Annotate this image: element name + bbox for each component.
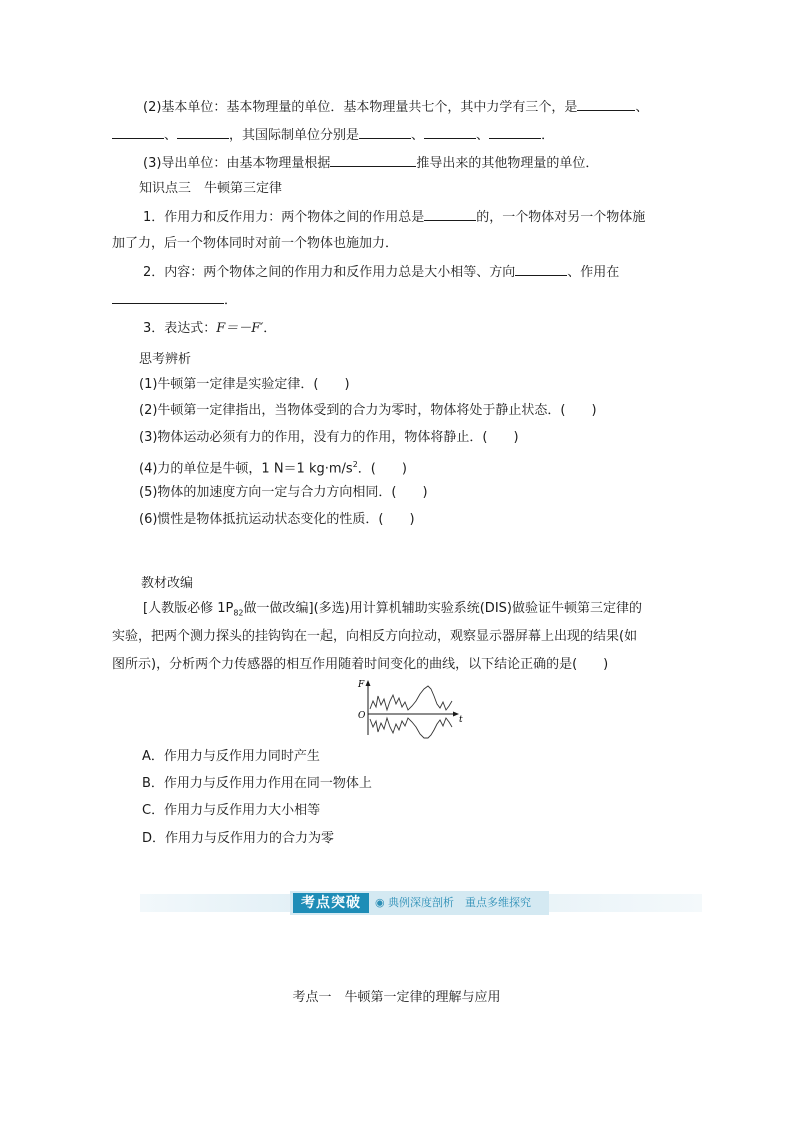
x-axis-label: t: [459, 715, 463, 725]
exponent: 2: [352, 460, 358, 469]
answer-blank[interactable]: [359, 125, 411, 139]
reaction-force-curve: [370, 718, 452, 738]
answer-blank[interactable]: [424, 125, 476, 139]
banner-subtitle: 典例深度剖析 重点多维探究: [388, 896, 531, 909]
kp3-item-2-line-2: [112, 290, 237, 310]
section-title: 考点一 牛顿第一定律的理解与应用: [292, 990, 501, 1005]
separator: 、: [476, 128, 490, 143]
textbook-question-line-2: 实验，把两个测力探头的挂钩钩在一起，向相反方向拉动，观察显示器屏幕上出现的结果(如: [112, 629, 638, 644]
think-item-4-text: (4)力的单位是牛顿，1 N＝1 kg·m/s: [139, 461, 353, 477]
textbook-title: 教材改编: [141, 576, 194, 591]
answer-blank[interactable]: [489, 125, 541, 139]
separator: 、: [164, 128, 178, 143]
separator: 、: [635, 100, 649, 115]
separator: 、: [411, 128, 425, 143]
textbook-question-line-1: [143, 600, 642, 623]
page-subscript: 82: [233, 608, 244, 618]
think-title: 思考辨析: [139, 352, 192, 367]
answer-blank[interactable]: [515, 262, 567, 276]
option-a[interactable]: A．作用力与反作用力同时产生: [142, 749, 320, 764]
think-item-5: (5)物体的加速度方向一定与合力方向相同．( ): [139, 485, 428, 500]
kp3-item-1-text-end: 的，一个物体对另一个物体施: [476, 210, 646, 225]
base-units-text: (2)基本单位：基本物理量的单位．基本物理量共七个，其中力学有三个，是: [143, 100, 578, 115]
newton-third-law-formula: F＝－F′: [216, 321, 264, 336]
answer-blank[interactable]: [330, 153, 416, 167]
answer-blank[interactable]: [112, 290, 224, 304]
kp3-item-2-text-end: 、作用在: [567, 265, 620, 280]
period: ．: [224, 293, 238, 308]
bullet-icon: ◉: [375, 896, 385, 909]
force-time-graph: [352, 677, 467, 739]
textbook-question-line-3: 图所示)，分析两个力传感器的相互作用随着时间变化的曲线，以下结论正确的是( ): [112, 657, 609, 672]
derived-units-line: [143, 153, 598, 173]
option-c[interactable]: C．作用力与反作用力大小相等: [142, 803, 321, 818]
base-units-line-1: [143, 97, 648, 117]
expression-label: 3．表达式：: [143, 321, 217, 336]
think-item-2: (2)牛顿第一定律指出，当物体受到的合力为零时，物体将处于静止状态．( ): [139, 403, 597, 418]
option-d[interactable]: D．作用力与反作用力的合力为零: [142, 831, 335, 846]
kp3-item-2-line-1: [143, 262, 619, 282]
think-item-4: [139, 456, 407, 478]
textbook-source: [人教版必修 1P: [143, 601, 234, 616]
derived-units-text-end: 推导出来的其他物理量的单位．: [416, 156, 599, 171]
think-item-4-end: ．( ): [357, 461, 407, 477]
answer-blank[interactable]: [577, 97, 635, 111]
knowledge-point-heading: 知识点三 牛顿第三定律: [139, 181, 283, 196]
base-units-line-2: [112, 125, 554, 145]
origin-label: O: [358, 711, 366, 721]
option-b[interactable]: B．作用力与反作用力作用在同一物体上: [142, 776, 372, 791]
y-axis-label: F: [358, 680, 365, 690]
think-item-3: (3)物体运动必须有力的作用，没有力的作用，物体将静止．( ): [139, 430, 519, 445]
period: ．: [541, 128, 555, 143]
action-force-curve: [370, 686, 452, 710]
si-units-text: ，其国际制单位分别是: [229, 128, 360, 143]
kp3-item-1-line-2: 加了力，后一个物体同时对前一个物体也施加力．: [112, 236, 399, 251]
think-item-1: (1)牛顿第一定律是实验定律．( ): [139, 377, 350, 392]
answer-blank[interactable]: [424, 207, 476, 221]
banner-tag: 考点突破: [293, 893, 369, 913]
answer-blank[interactable]: [177, 125, 229, 139]
section-banner: [140, 886, 702, 920]
textbook-question-text: 做一做改编](多选)用计算机辅助实验系统(DIS)做验证牛顿第三定律的: [243, 601, 642, 616]
kp3-item-1-line-1: [143, 207, 645, 227]
answer-blank[interactable]: [112, 125, 164, 139]
think-item-6: (6)惯性是物体抵抗运动状态变化的性质．( ): [139, 512, 415, 527]
y-axis-arrow: [366, 680, 371, 686]
period: ．: [263, 321, 277, 336]
kp3-item-3: [143, 320, 276, 338]
kp3-item-2-text: 2．内容：两个物体之间的作用力和反作用力总是大小相等、方向: [143, 265, 516, 280]
derived-units-text: (3)导出单位：由基本物理量根据: [143, 156, 331, 171]
kp3-item-1-text: 1．作用力和反作用力：两个物体之间的作用总是: [143, 210, 425, 225]
